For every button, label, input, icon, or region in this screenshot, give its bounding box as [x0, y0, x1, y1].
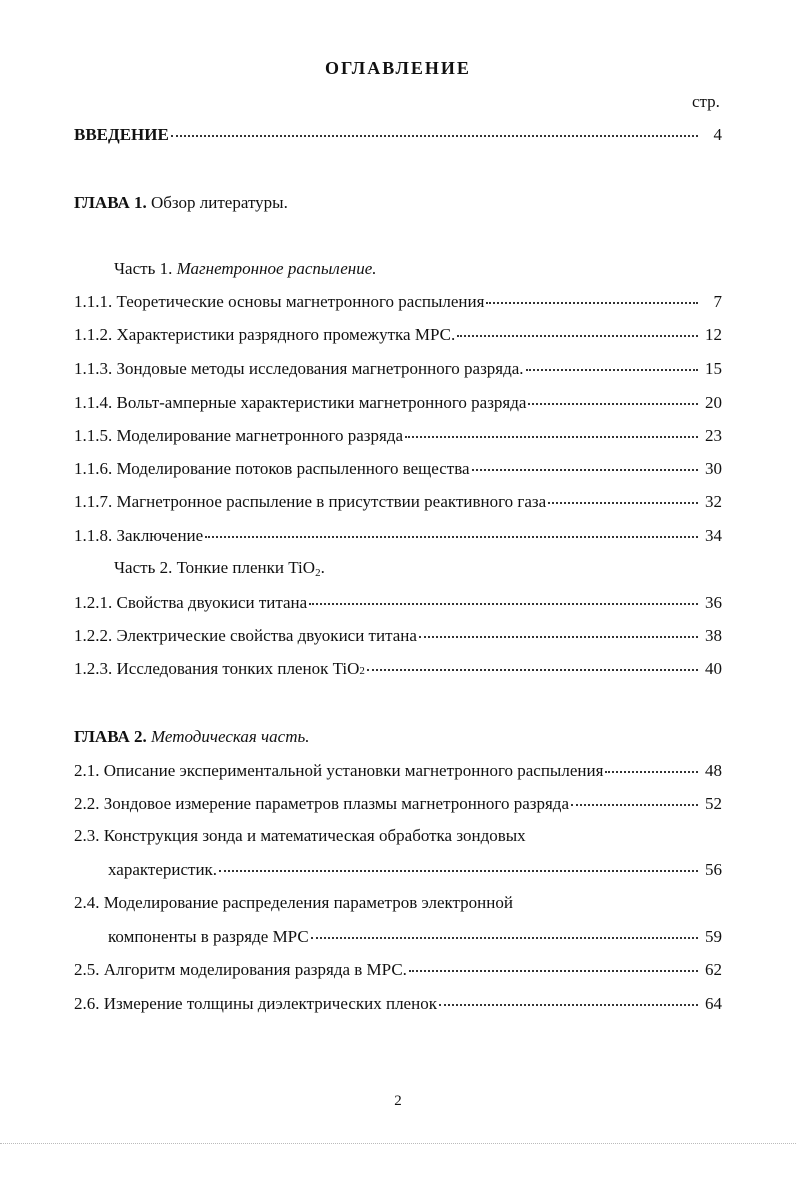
- toc-entry-number: 1.2.3.: [74, 659, 113, 678]
- leader-dots: [528, 389, 698, 405]
- toc-entry-number: 1.2.2.: [74, 626, 113, 645]
- leader-dots: [367, 655, 698, 671]
- toc-entry-number: 1.1.3.: [74, 359, 113, 378]
- leader-dots: [419, 622, 698, 638]
- toc-entry-text: Измерение толщины диэлектрических пленок: [103, 994, 437, 1013]
- toc-entry-first-line[interactable]: [74, 893, 513, 913]
- toc-entry-page: 38: [705, 626, 722, 645]
- leader-dots: [219, 856, 698, 872]
- toc-entry-text: Алгоритм моделирования разряда в МРС.: [103, 960, 407, 979]
- subscript: 2: [359, 665, 365, 677]
- toc-entry-page: 12: [705, 325, 722, 344]
- toc-entry-number: 1.2.1.: [74, 593, 113, 612]
- toc-entry-number: 1.1.7.: [74, 492, 113, 511]
- toc-entry-page: 34: [705, 526, 722, 545]
- leader-dots: [309, 589, 698, 605]
- toc-entry-number: 1.1.8.: [74, 526, 113, 545]
- part-title: Тонкие пленки TiO: [176, 558, 316, 577]
- toc-entry[interactable]: [74, 458, 722, 480]
- toc-entry-text: Вольт-амперные характеристики магнетронного разряда: [116, 393, 527, 412]
- toc-entry-number: 1.1.4.: [74, 393, 113, 412]
- chapter-2-heading[interactable]: [74, 727, 309, 747]
- page-title: ОГЛАВЛЕНИЕ: [325, 58, 471, 78]
- toc-entry-text: Свойства двуокиси титана: [116, 593, 308, 612]
- part-2-heading: [114, 558, 325, 579]
- leader-dots: [205, 522, 698, 538]
- toc-entry-number: 2.3.: [74, 826, 100, 845]
- toc-entry-number: 2.4.: [74, 893, 100, 912]
- leader-dots: [311, 923, 698, 939]
- toc-entry[interactable]: [74, 793, 722, 815]
- toc-entry[interactable]: [74, 625, 722, 647]
- toc-entry-intro[interactable]: [74, 124, 722, 146]
- toc-entry[interactable]: [74, 959, 722, 981]
- toc-entry-text: Электрические свойства двуокиси титана: [116, 626, 417, 645]
- part-label: Часть 2.: [114, 558, 173, 577]
- toc-entry-page: 20: [705, 393, 722, 412]
- toc-entry-text: характеристик.: [108, 860, 218, 879]
- toc-entry-page: 64: [705, 994, 722, 1013]
- leader-dots: [439, 990, 698, 1006]
- toc-entry-page: 48: [705, 761, 722, 780]
- toc-entry-number: 2.2.: [74, 794, 100, 813]
- toc-entry-text: Теоретические основы магнетронного распыления: [116, 292, 485, 311]
- toc-entry-page: 7: [713, 292, 722, 311]
- part-1-heading: [114, 259, 377, 279]
- leader-dots: [486, 288, 698, 304]
- chapter-label: ГЛАВА 1.: [74, 193, 147, 212]
- toc-entry-number: 2.6.: [74, 994, 100, 1013]
- toc-entry[interactable]: [74, 392, 722, 414]
- toc-entry-page: 15: [705, 359, 722, 378]
- toc-entry-text: Моделирование распределения параметров электронной: [103, 893, 513, 912]
- chapter-1-heading[interactable]: [74, 193, 288, 213]
- toc-entry[interactable]: [74, 324, 722, 346]
- toc-entry[interactable]: [74, 358, 722, 380]
- toc-entry-page: 62: [705, 960, 722, 979]
- toc-entry[interactable]: [74, 291, 722, 313]
- toc-entry-number: 1.1.2.: [74, 325, 113, 344]
- toc-entry-page: 30: [705, 459, 722, 478]
- toc-entry-text: Описание экспериментальной установки магнетронного распыления: [103, 761, 604, 780]
- toc-entry-text: Моделирование магнетронного разряда: [116, 426, 404, 445]
- part-title-end: .: [320, 558, 325, 577]
- toc-entry-text: Исследования тонких пленок TiO: [116, 659, 360, 678]
- toc-entry-text: Магнетронное распыление в присутствии реактивного газа: [116, 492, 547, 511]
- toc-entry[interactable]: [74, 525, 722, 547]
- toc-entry[interactable]: [74, 592, 722, 614]
- toc-entry-page: 23: [705, 426, 722, 445]
- toc-entry-page: 40: [705, 659, 722, 678]
- toc-entry-continuation[interactable]: [108, 859, 722, 881]
- toc-entry-page: 32: [705, 492, 722, 511]
- toc-entry-text: Зондовые методы исследования магнетронного разряда.: [116, 359, 524, 378]
- page-number: 2: [394, 1093, 402, 1109]
- toc-entry-page: 59: [705, 927, 722, 946]
- toc-entry-number: 2.5.: [74, 960, 100, 979]
- toc-entry-text: компоненты в разряде МРС: [108, 927, 309, 946]
- toc-entry-number: 1.1.1.: [74, 292, 113, 311]
- scan-artifact-line: [0, 1140, 796, 1144]
- toc-entry-text: Зондовое измерение параметров плазмы магнетронного разряда: [103, 794, 569, 813]
- part-title: Магнетронное распыление.: [176, 259, 377, 278]
- toc-entry-number: 2.1.: [74, 761, 100, 780]
- toc-entry[interactable]: [74, 993, 722, 1015]
- toc-entry-number: 1.1.6.: [74, 459, 113, 478]
- toc-entry[interactable]: [74, 760, 722, 782]
- toc-entry-page: 36: [705, 593, 722, 612]
- chapter-label: ГЛАВА 2.: [74, 727, 147, 746]
- leader-dots: [548, 488, 698, 504]
- leader-dots: [171, 121, 698, 137]
- leader-dots: [571, 790, 698, 806]
- toc-entry-continuation[interactable]: [108, 926, 722, 948]
- leader-dots: [605, 757, 698, 773]
- page-column-label: стр.: [692, 92, 720, 111]
- toc-entry-label: ВВЕДЕНИЕ: [74, 125, 169, 144]
- chapter-title: Обзор литературы.: [151, 193, 288, 212]
- leader-dots: [457, 321, 698, 337]
- toc-entry-page: 4: [713, 125, 722, 144]
- leader-dots: [472, 455, 698, 471]
- leader-dots: [526, 355, 698, 371]
- subscript: 2: [315, 567, 321, 579]
- part-label: Часть 1.: [114, 259, 173, 278]
- toc-entry[interactable]: [74, 425, 722, 447]
- toc-entry-number: 1.1.5.: [74, 426, 113, 445]
- toc-entry-text: Моделирование потоков распыленного вещества: [116, 459, 470, 478]
- toc-entry-page: 56: [705, 860, 722, 879]
- leader-dots: [409, 956, 698, 972]
- toc-entry-first-line[interactable]: [74, 826, 526, 846]
- toc-entry-text: Заключение: [116, 526, 204, 545]
- toc-entry[interactable]: [74, 658, 722, 680]
- chapter-title: Методическая часть.: [151, 727, 310, 746]
- leader-dots: [405, 422, 698, 438]
- toc-entry[interactable]: [74, 491, 722, 513]
- toc-entry-text: Характеристики разрядного промежутка МРС.: [116, 325, 456, 344]
- toc-entry-page: 52: [705, 794, 722, 813]
- toc-entry-text: Конструкция зонда и математическая обработка зондовых: [103, 826, 526, 845]
